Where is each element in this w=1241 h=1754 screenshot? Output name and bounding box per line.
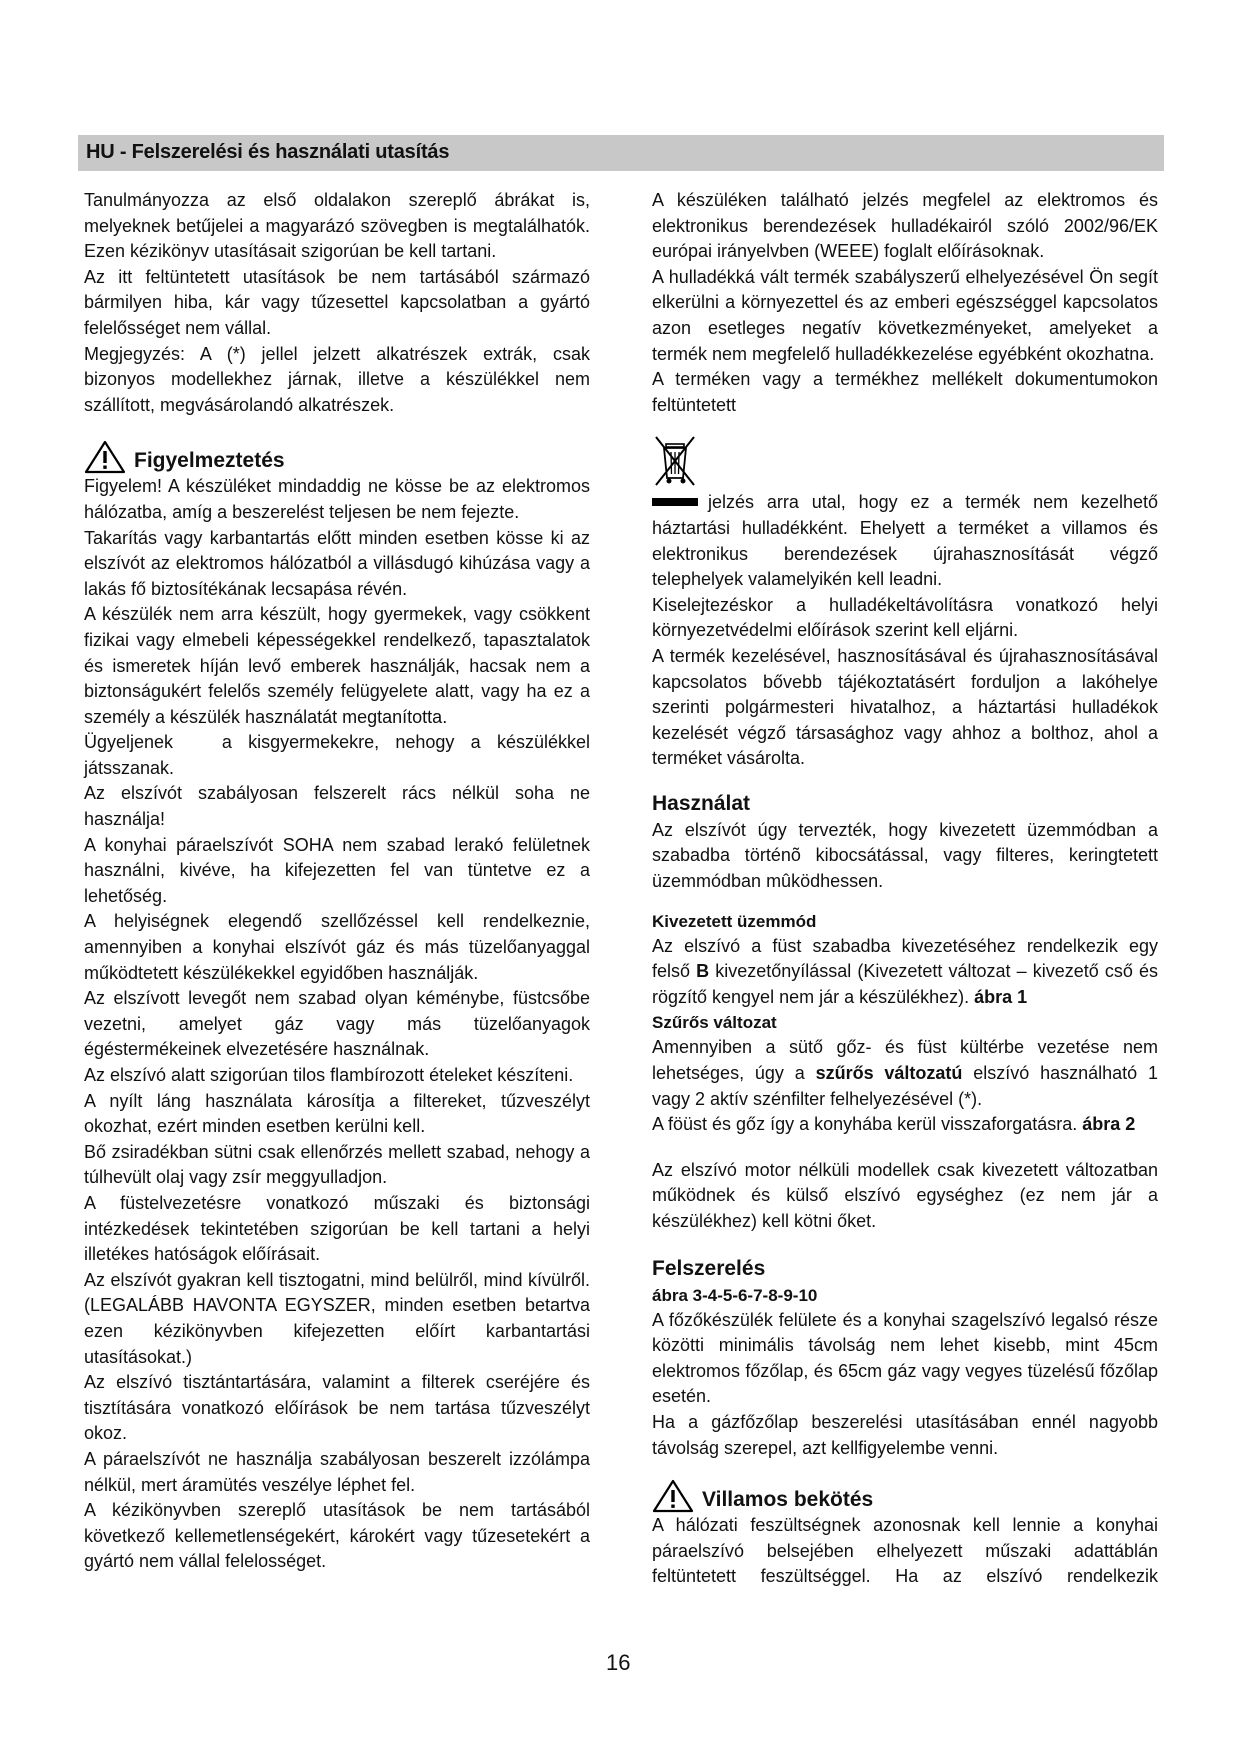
- right-column: [652, 188, 1158, 1590]
- electric-connection-heading: Villamos bekötés: [702, 1488, 874, 1512]
- page-number: 16: [606, 1650, 631, 1675]
- filter-paragraph: [652, 1035, 1158, 1112]
- crossed-bin-icon: [652, 434, 698, 488]
- exhaust-text: kivezetőnyílással (Kivezetett változat – kivezető cső és rögzítő kengyel nem jár a készülékhez).: [652, 961, 1158, 1007]
- figure-ref: ábra 1: [974, 986, 1028, 1007]
- weee-paragraph: Kiselejtezéskor a hulladékeltávolításra vonatkozó helyi környezetvédelmi előírások szerint kell eljárni.: [652, 594, 1158, 641]
- warning-paragraph: A füstelvezetésre vonatkozó műszaki és biztonsági intézkedések tekintetében szigorúan be kell tartani a helyi illetékes hatóságok előírásait.: [84, 1192, 590, 1265]
- filter-text: elszívó használható 1 vagy 2 aktív szénfilter felhelyezésével (*).: [652, 1063, 1158, 1109]
- warning-paragraph: A helyiségnek elegendő szellőzéssel kell rendelkeznie, amennyiben a konyhai elszívót gáz és más tüzelőanyaggal működtetett készülékekkel egyidőben használják.: [84, 911, 590, 983]
- exhaust-paragraph: [652, 934, 1158, 1011]
- warning-paragraph: A nyílt láng használata károsítja a filtereket, tűzveszélyt okozhat, ezért minden esetben kerülni kell.: [84, 1090, 590, 1137]
- warning-paragraph: Az elszívó alatt szigorúan tilos flambírozott ételeket készíteni.: [84, 1065, 574, 1085]
- warning-paragraph: Az elszívót gyakran kell tisztogatni, mind belülről, mind kívülről. (LEGALÁBB HAVONTA EGYSZER, minden esetben betartva ezen kézikönyvben kifejezetten előírt karbantartási utasításokat.): [84, 1269, 590, 1367]
- page-header-bar: [78, 135, 1164, 171]
- intro-paragraph: Megjegyzés: A (*) jellel jelzett alkatrészek extrák, csak bizonyos modellekhez járnak, illetve a készülékkel nem szállított, megvásárolandó alkatrészek.: [84, 343, 590, 415]
- warning-triangle-icon: [652, 1479, 694, 1513]
- usage-paragraph: Az elszívót úgy tervezték, hogy kivezetett üzemmódban a szabadba történõ kibocsátással, vagy filteres, keringtetett üzemmódban mûködhessen.: [652, 819, 1158, 892]
- warning-heading: Figyelmeztetés: [134, 449, 285, 473]
- warning-paragraph: Bő zsiradékban sütni csak ellenőrzés mellett szabad, nehogy a túlhevült olaj vagy zsír meggyulladjon.: [84, 1141, 590, 1188]
- usage-heading: Használat: [652, 791, 751, 815]
- filter-text: Amennyiben a sütő gőz- és füst kültérbe vezetése nem lehetséges, úgy a: [652, 1037, 1158, 1084]
- filter-bold-text: szűrős változatú: [815, 1063, 963, 1084]
- warning-triangle-icon: [84, 440, 126, 474]
- weee-paragraph: A terméken vagy a termékhez mellékelt dokumentumokon feltüntetett: [652, 369, 1158, 415]
- electric-paragraph: A hálózati feszültségnek azonosnak kell lennie a konyhai páraelszívó belsejében elhelyezett műszaki adattáblán feltüntetett feszültséggel. Ha az elszívó rendelkezik: [652, 1515, 1158, 1587]
- warning-paragraph: Ügyeljenek a kisgyermekekre, nehogy a készülékkel játsszanak.: [84, 732, 596, 778]
- weee-paragraph: A készüléken található jelzés megfelel az elektromos és elektronikus berendezések hulladékairól szóló 2002/96/EK európai irányelvben (WEEE) foglalt előírásoknak.: [652, 190, 1158, 262]
- warning-heading-block: [84, 440, 590, 474]
- figure-ref: ábra 2: [1082, 1114, 1136, 1135]
- intro-paragraph: Az itt feltüntetett utasítások be nem tartásából származó bármilyen hiba, kár vagy tűzesettel kapcsolatban a gyártó felelősséget nem vállal.: [84, 266, 590, 338]
- weee-meaning-text: jelzés arra utal, hogy ez a termék nem kezelhető háztartási hulladékként. Ehelyett a terméket a villamos és elektronikus berendezések újrahasznosítását végző telephelyek valamelyikén kell leadni.: [652, 492, 1158, 590]
- warning-paragraph: A páraelszívót ne használja szabályosan beszerelt izzólámpa nélkül, mert áramütés veszélye léphet fel.: [84, 1448, 590, 1495]
- weee-paragraph: A hulladékká vált termék szabályszerű elhelyezésével Ön segít elkerülni a környezettel és az emberi egészséggel kapcsolatos azon esetleges negatív következményeket, amelyeket a termék nem megfelelő hulladékkezelése egyébként okozhatna.: [652, 266, 1158, 364]
- weee-paragraph: [652, 490, 1158, 592]
- electric-heading-block: [652, 1479, 1158, 1513]
- no-motor-paragraph: Az elszívó motor nélküli modellek csak kivezetett változatban működnek és külső elszívó egységhez (ez nem jár a készülékhez) kell kötni őket.: [652, 1159, 1158, 1231]
- installation-figure-refs: ábra 3-4-5-6-7-8-9-10: [652, 1285, 818, 1305]
- filter-version-heading: Szűrős változat: [652, 1013, 777, 1033]
- warning-paragraph: A konyhai páraelszívót SOHA nem szabad lerakó felületnek használni, kivéve, ha kifejezetten fel van tüntetve ez a lehetőség.: [84, 834, 590, 906]
- filter-paragraph: [652, 1112, 1158, 1138]
- warning-paragraph: Az elszívott levegőt nem szabad olyan kéménybe, füstcsőbe vezetni, amelyet gáz vagy más tüzelőanyagok égéstermékeinek elvezetésére használnak.: [84, 988, 590, 1060]
- outlet-label: B: [696, 961, 710, 982]
- page-title: HU - Felszerelési és használati utasítás: [86, 141, 450, 163]
- weee-paragraph: A termék kezelésével, hasznosításával és újrahasznosításával kapcsolatos bővebb tájékoztatásért forduljon a lakóhelye szerinti polgármesteri hivatalhoz, a háztartási hulladékok kezelését végző társasághoz vagy ahhoz a bolthoz, ahol a terméket vásárolta.: [652, 645, 1158, 769]
- weee-symbol-block: [652, 434, 1158, 490]
- installation-paragraph: A főzőkészülék felülete és a konyhai szagelszívó legalsó része közötti minimális távolság nem lehet kisebb, mint 45cm elektromos főzőlap, és 65cm gáz vagy vegyes tüzelésű főzőlap esetén.: [652, 1309, 1158, 1407]
- warning-paragraph: Takarítás vagy karbantartás előtt minden esetben kösse ki az elszívót az elektromos hálózatból a villásdugó kihúzása vagy a lakás fő biztosítékának lecsapása révén.: [84, 527, 590, 599]
- left-column: [84, 188, 596, 1575]
- installation-paragraph: Ha a gázfőzőlap beszerelési utasításában ennél nagyobb távolság szerepel, azt kellfigyelembe venni.: [652, 1411, 1158, 1458]
- exhaust-mode-heading: Kivezetett üzemmód: [652, 911, 817, 931]
- installation-heading: Felszerelés: [652, 1256, 766, 1280]
- filter-text: A föüst és gőz így a konyhába kerül visszaforgatásra.: [652, 1114, 1083, 1135]
- warning-paragraph: A készülék nem arra készült, hogy gyermekek, vagy csökkent fizikai vagy elmebeli képességekkel rendelkező, tapasztalatok és ismeretek híján levő emberek használják, hacsak nem a biztonságukért felelős személy felügyelete alatt, vagy ha ez a személy a készülék használatát megtanította.: [84, 604, 590, 727]
- weee-bar-icon: [652, 498, 698, 506]
- warning-paragraph: Az elszívót szabályosan felszerelt rács nélkül soha ne használja!: [84, 783, 590, 830]
- warning-paragraph: A kézikönyvben szereplő utasítások be nem tartásából következő kellemetlenségekért, károkért vagy tűzesetekért a gyártó nem vállal felelosséget.: [84, 1500, 590, 1572]
- exhaust-text: Az elszívó a füst szabadba kivezetéséhez rendelkezik egy felső: [652, 935, 1158, 982]
- warning-paragraph: Figyelem! A készüléket mindaddig ne kösse be az elektromos hálózatba, amíg a beszerelést teljesen be nem fejezte.: [84, 476, 590, 522]
- warning-paragraph: Az elszívó tisztántartására, valamint a filterek cseréjére és tisztítására vonatkozó előírások be nem tartása tűzveszélyt okoz.: [84, 1372, 590, 1444]
- intro-paragraph: Tanulmányozza az első oldalakon szereplő ábrákat is, melyeknek betűjelei a magyarázó szövegben is megtalálhatók. Ezen kézikönyv utasításait szigorúan be kell tartani.: [84, 190, 590, 262]
